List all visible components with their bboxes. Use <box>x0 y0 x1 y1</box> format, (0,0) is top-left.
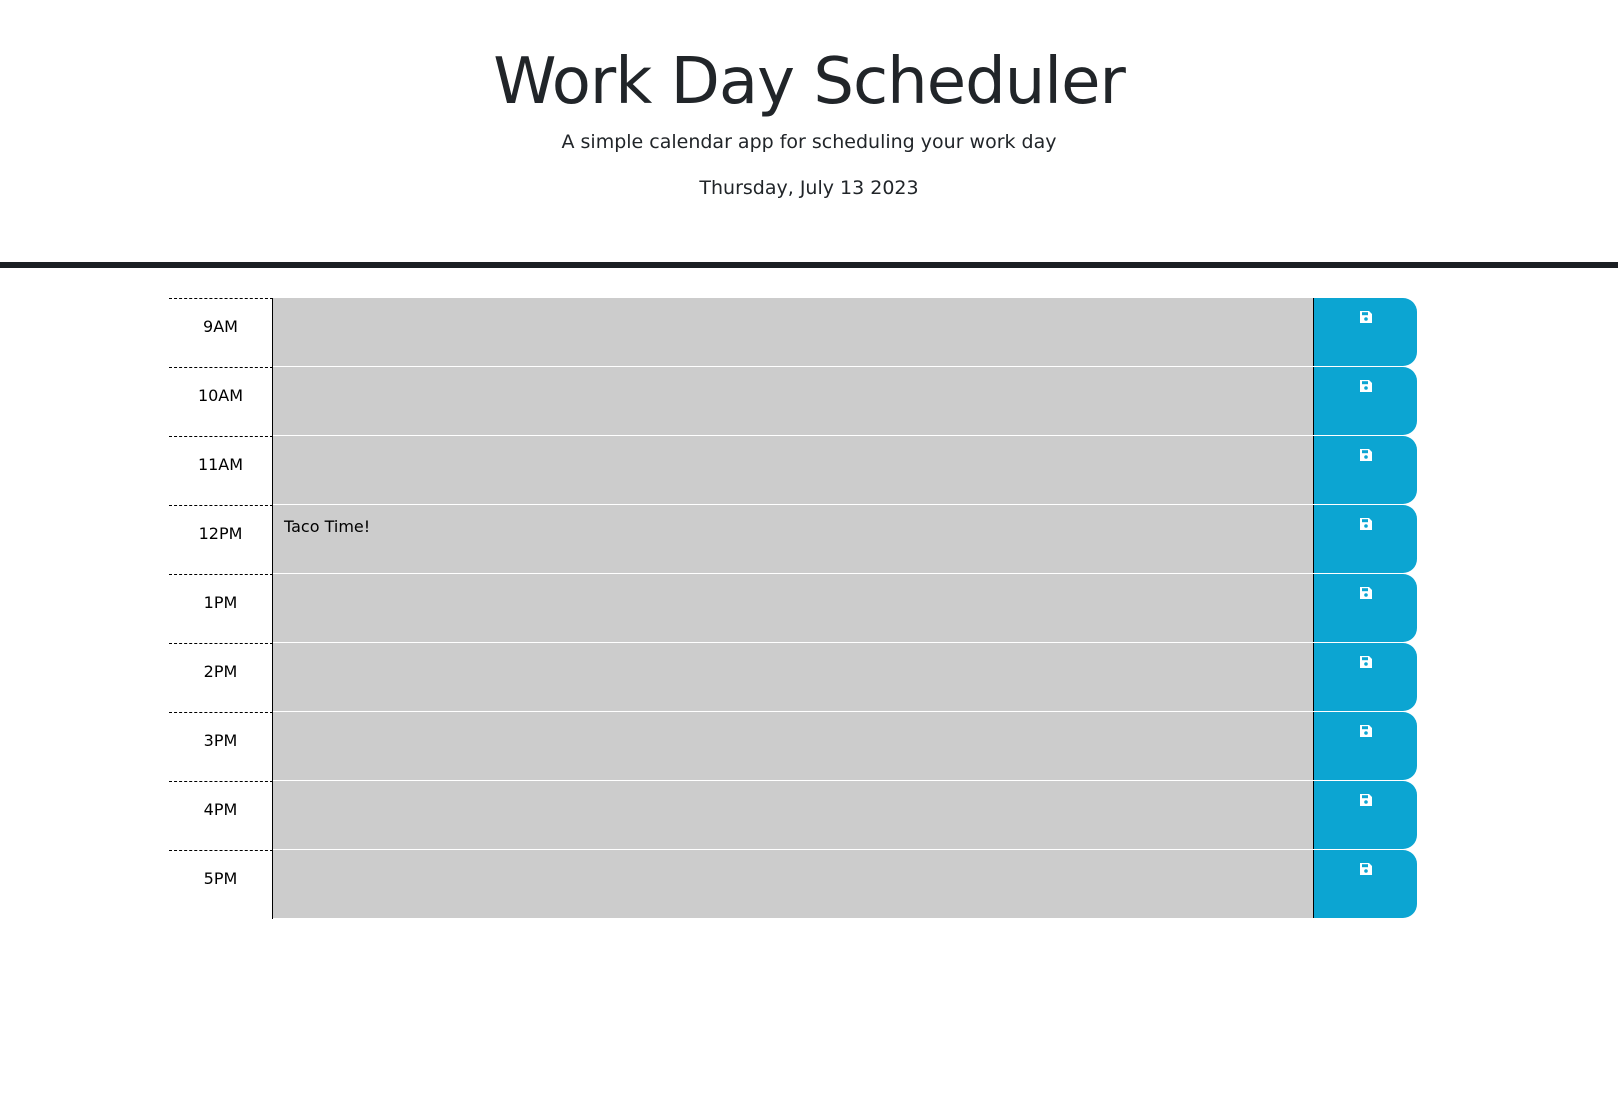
description-input[interactable] <box>273 850 1313 919</box>
floppy-disk-icon <box>1359 793 1373 807</box>
save-button[interactable] <box>1313 436 1417 504</box>
schedule <box>169 298 1417 919</box>
time-block-12pm <box>169 505 1417 574</box>
floppy-disk-icon <box>1359 379 1373 393</box>
time-block-11am <box>169 436 1417 505</box>
floppy-disk-icon <box>1359 310 1373 324</box>
save-button[interactable] <box>1313 298 1417 366</box>
hour-label: 12PM <box>169 505 273 574</box>
save-button[interactable] <box>1313 712 1417 780</box>
save-button[interactable] <box>1313 367 1417 435</box>
description-input[interactable] <box>273 505 1313 574</box>
hour-label: 3PM <box>169 712 273 781</box>
description-input[interactable] <box>273 367 1313 436</box>
time-block-2pm <box>169 643 1417 712</box>
save-button[interactable] <box>1313 643 1417 711</box>
hour-label: 4PM <box>169 781 273 850</box>
floppy-disk-icon <box>1359 655 1373 669</box>
save-button[interactable] <box>1313 505 1417 573</box>
floppy-disk-icon <box>1359 862 1373 876</box>
time-block-4pm <box>169 781 1417 850</box>
time-block-3pm <box>169 712 1417 781</box>
description-input[interactable] <box>273 781 1313 850</box>
time-block-5pm <box>169 850 1417 919</box>
floppy-disk-icon <box>1359 448 1373 462</box>
current-day: Thursday, July 13 2023 <box>699 177 919 199</box>
description-input[interactable] <box>273 574 1313 643</box>
hour-label: 5PM <box>169 850 273 919</box>
page-subtitle: A simple calendar app for scheduling your work day <box>561 131 1057 153</box>
header <box>0 0 1618 268</box>
hour-label: 2PM <box>169 643 273 712</box>
description-input[interactable] <box>273 298 1313 367</box>
save-button[interactable] <box>1313 850 1417 918</box>
description-input[interactable] <box>273 643 1313 712</box>
save-button[interactable] <box>1313 574 1417 642</box>
floppy-disk-icon <box>1359 586 1373 600</box>
floppy-disk-icon <box>1359 724 1373 738</box>
description-input[interactable] <box>273 712 1313 781</box>
hour-label: 9AM <box>169 298 273 367</box>
description-input[interactable] <box>273 436 1313 505</box>
hour-label: 1PM <box>169 574 273 643</box>
time-block-9am <box>169 298 1417 367</box>
time-block-10am <box>169 367 1417 436</box>
hour-label: 11AM <box>169 436 273 505</box>
time-block-1pm <box>169 574 1417 643</box>
floppy-disk-icon <box>1359 517 1373 531</box>
hour-label: 10AM <box>169 367 273 436</box>
page-title: Work Day Scheduler <box>493 45 1125 119</box>
save-button[interactable] <box>1313 781 1417 849</box>
